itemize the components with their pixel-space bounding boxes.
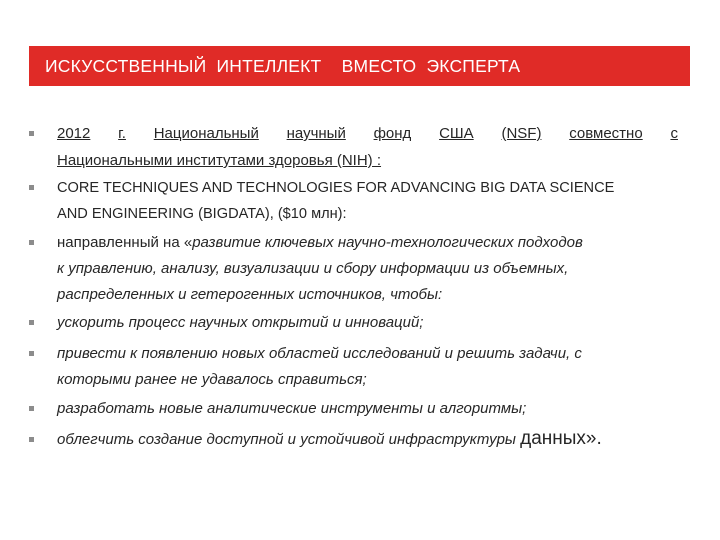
item1-word: Национальный <box>153 125 259 142</box>
item3-italic: развитие ключевых научно-технологических подходов <box>192 234 583 251</box>
item1-word: фонд <box>373 125 412 142</box>
item1-line2: Национальными институтами здоровья (NIH) : <box>57 152 382 169</box>
item6-line1: разработать новые аналитические инструменты и алгоритмы; <box>57 400 527 417</box>
item3-line1 <box>57 234 678 252</box>
item1-line1 <box>57 125 678 143</box>
item1-word: научный <box>286 125 346 142</box>
item1-word: США <box>439 125 474 142</box>
item1-word: г. <box>118 125 126 142</box>
item4-line1: ускорить процесс научных открытий и инноваций; <box>57 314 424 331</box>
bullet-icon <box>29 351 34 356</box>
bullet-icon <box>29 406 34 411</box>
title-banner <box>29 46 690 86</box>
item5-line2: которыми ранее не удавалось справиться; <box>57 371 367 388</box>
item1-word: (NSF) <box>501 125 542 142</box>
item3-lead: направленный на « <box>57 234 193 251</box>
item2-line1: CORE TECHNIQUES AND TECHNOLOGIES FOR ADVANCING BIG DATA SCIENCE <box>57 180 615 196</box>
item1-word: с <box>670 125 678 142</box>
bullet-icon <box>29 320 34 325</box>
item7-line1 <box>57 430 602 449</box>
item1-word: совместно <box>569 125 643 142</box>
item7-text: облегчить создание доступной и устойчивой инфраструктуры <box>57 431 521 448</box>
item5-line1: привести к появлению новых областей исследований и решить задачи, с <box>57 345 582 362</box>
item2-line2: AND ENGINEERING (BIGDATA), ($10 млн): <box>57 206 347 222</box>
item3-line3: распределенных и гетерогенных источников, чтобы: <box>57 286 443 303</box>
bullet-icon <box>29 185 34 190</box>
item1-word: 2012 <box>57 125 91 142</box>
bullet-icon <box>29 240 34 245</box>
item7-big-text: данных». <box>520 428 602 449</box>
bullet-icon <box>29 131 34 136</box>
slide-title: ИСКУССТВЕННЫЙ ИНТЕЛЛЕКТ ВМЕСТО ЭКСПЕРТА <box>45 55 521 76</box>
bullet-icon <box>29 437 34 442</box>
item3-line2: к управлению, анализу, визуализации и сбору информации из объемных, <box>57 260 569 277</box>
